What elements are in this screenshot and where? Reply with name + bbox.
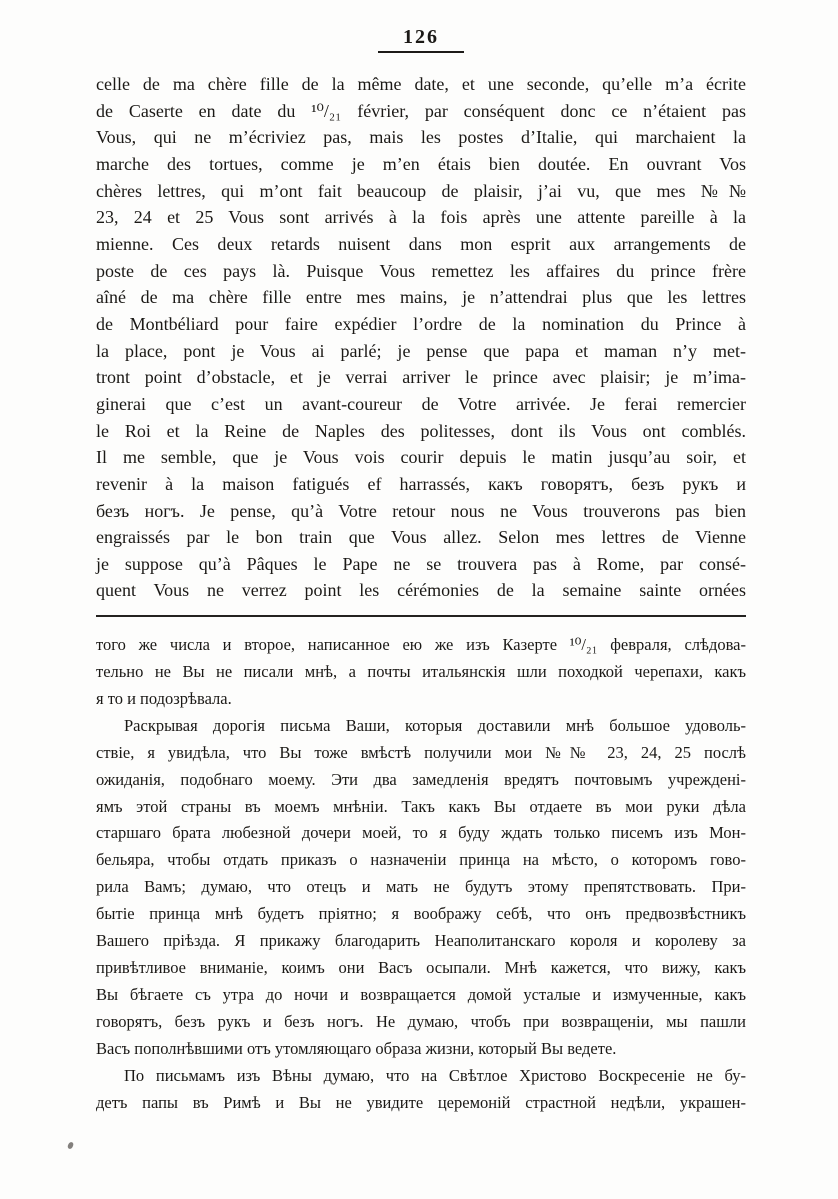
text-line: Вашего пріѣзда. Я прикажу благодарить Неаполитанскаго короля и королеву за [96, 931, 746, 951]
text-line: Раскрывая дорогія письма Ваши, которыя доставили мнѣ большое удоволь- [124, 715, 746, 735]
russian-paragraph [96, 1063, 746, 1117]
text-line: Вы бѣгаете съ утра до ночи и возвращается домой усталые и измученные, какъ [96, 984, 746, 1004]
text-line: детъ папы въ Римѣ и Вы не увидите церемоній страстной недѣли, украшен- [96, 1092, 746, 1112]
page-number: 126 [403, 26, 439, 48]
text-line: Il me semble, que je Vous vois courir depuis le matin jusqu’au soir, et [96, 447, 746, 468]
french-letter-text [96, 71, 746, 604]
page-header [96, 0, 746, 53]
text-line: marche des tortues, comme je m’en étais bien doutée. En ouvrant Vos [96, 153, 746, 174]
text-line: Vous, qui ne m’écriviez pas, mais les postes d’Italie, qui marchaient la [96, 127, 746, 148]
russian-translation-text [96, 632, 746, 1116]
text-line: ямъ этой страны въ моемъ мнѣніи. Такъ какъ Вы отдаете въ мои руки дѣла [96, 796, 746, 816]
page-number-underline [378, 51, 464, 53]
text-line: aîné de ma chère fille entre mes mains, je n’attendrai plus que les lettres [96, 287, 746, 308]
text-line: ожиданія, подобнаго моему. Эти два замедленія вредятъ почтовымъ учреждені- [96, 769, 746, 789]
text-line: ginerai que c’est un avant-coureur de Votre arrivée. Je ferai remercier [96, 393, 746, 414]
text-line: рила Вамъ; думаю, что отецъ и мать не будутъ этому препятствовать. При- [96, 877, 746, 897]
text-line: бельяра, чтобы отдать приказъ о назначеніи принца на мѣсто, о которомъ гово- [96, 850, 746, 870]
text-line: говорятъ, безъ рукъ и безъ ногъ. Не думаю, чтобъ при возвращеніи, мы пашли [96, 1011, 746, 1031]
russian-paragraph [96, 632, 746, 713]
text-line: celle de ma chère fille de la même date, et une seconde, qu’elle m’a écrite [96, 74, 746, 94]
text-line: quent Vous ne verrez point les cérémonies de la semaine sainte ornées [96, 580, 746, 601]
text-line: chères lettres, qui m’ont fait beaucoup de plaisir, j’ai vu, que mes №№ [96, 180, 746, 201]
text-line: ствіе, я увидѣла, что Вы тоже вмѣстѣ получили мои №№ 23, 24, 25 послѣ [96, 742, 746, 762]
text-line: le Roi et la Reine de Naples des politesses, dont ils Vous ont comblés. [96, 420, 746, 441]
text-line: poste de ces pays là. Puisque Vous remettez les affaires du prince frère [96, 260, 746, 281]
text-line: revenir à la maison fatigués ef harrassés, какъ говорятъ, безъ рукъ и [96, 473, 746, 494]
text-line: tront point d’obstacle, et je verrai arriver le prince avec plaisir; je m’ima- [96, 367, 746, 388]
text-line: engraissés par le bon train que Vous allez. Selon mes lettres de Vienne [96, 527, 746, 548]
text-line: старшаго брата любезной дочери моей, то я буду ждать только писемъ изъ Мон- [96, 823, 746, 843]
text-line: de Montbéliard pour faire expédier l’ordre de la nomination du Prince à [96, 313, 746, 334]
text-line: Васъ пополнѣвшими отъ утомляющаго образа жизни, который Вы ведете. [96, 1038, 617, 1058]
text-line: je suppose qu’à Pâques le Pape ne se trouvera pas à Rome, par consé- [96, 553, 746, 574]
text-line: безъ ногъ. Je pense, qu’à Votre retour nous ne Vous trouverons pas bien [96, 500, 746, 521]
text-line: того же числа и второе, написанное ею же изъ Казерте ¹⁰/₂₁ февраля, слѣдова- [96, 635, 746, 655]
text-line: По письмамъ изъ Вѣны думаю, что на Свѣтлое Христово Воскресеніе не бу- [124, 1065, 746, 1085]
russian-paragraph [96, 713, 746, 1063]
ink-speck [67, 1141, 74, 1149]
text-line: привѣтливое вниманіе, коимъ они Васъ осыпали. Мнѣ кажется, что вижу, какъ [96, 958, 746, 977]
text-line: бытіе принца мнѣ будетъ пріятно; я воображу себѣ, что онъ предвозвѣстникъ [96, 904, 746, 924]
text-line: mienne. Ces deux retards nuisent dans mon esprit aux arrangements de [96, 233, 746, 254]
text-line: 23, 24 et 25 Vous sont arrivés à la fois après une attente pareille à la [96, 207, 746, 228]
text-line: la place, pont je Vous ai parlé; je pense que papa et maman n’y met- [96, 340, 746, 361]
text-line: de Caserte en date du ¹⁰/₂₁ février, par conséquent donc ce n’étaient pas [96, 100, 746, 121]
section-divider [96, 615, 746, 617]
page-content [96, 0, 746, 1116]
text-line: тельно не Вы не писали мнѣ, а почты итальянскія шли походкой черепахи, какъ [96, 662, 746, 682]
text-line: я то и подозрѣвала. [96, 688, 232, 708]
